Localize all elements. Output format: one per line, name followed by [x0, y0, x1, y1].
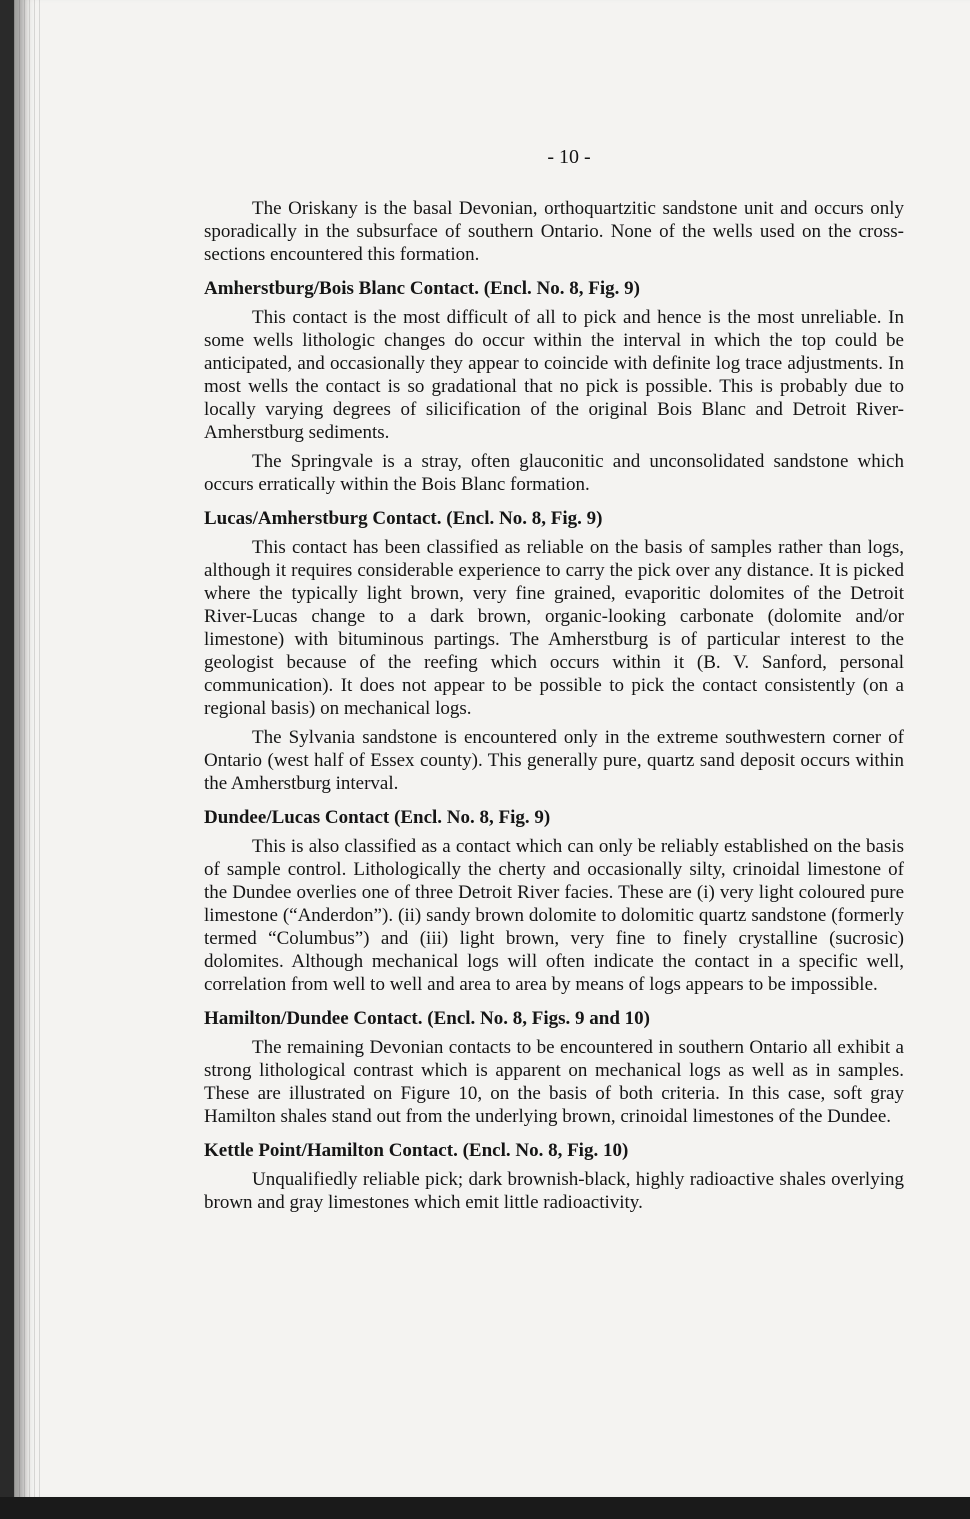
section-heading-amherstburg-bois-blanc: Amherstburg/Bois Blanc Contact. (Encl. No. 8, Fig. 9) — [204, 278, 640, 299]
section-heading-hamilton-dundee: Hamilton/Dundee Contact. (Encl. No. 8, Figs. 9 and 10) — [204, 1008, 650, 1029]
kettle-point-hamilton-paragraph-1: Unqualifiedly reliable pick; dark brownish-black, highly radioactive shales overlying brown and gray limestones which emit little radioactivity. — [204, 1169, 904, 1213]
section-heading-kettle-point-hamilton: Kettle Point/Hamilton Contact. (Encl. No. 8, Fig. 10) — [204, 1140, 629, 1161]
hamilton-dundee-paragraph-1: The remaining Devonian contacts to be encountered in southern Ontario all exhibit a strong lithological contrast which is apparent on mechanical logs as well as in samples. These are illustrated on Figure 10, on the basis of both criteria. In this case, soft gray Hamilton shales stand out from the underlying brown, crinoidal limestones of the Dundee. — [204, 1037, 904, 1127]
lucas-amherstburg-paragraph-2: The Sylvania sandstone is encountered only in the extreme southwestern corner of Ontario (west half of Essex county). This generally pure, quartz sand deposit occurs within the Amherstburg interval. — [204, 727, 904, 794]
lucas-amherstburg-paragraph-1: This contact has been classified as reliable on the basis of samples rather than logs, although it requires considerable experience to carry the pick over any distance. It is picked where the typically light brown, very fine grained, evaporitic dolomites of the Detroit River-Lucas change to a dark brown, organic-looking carbonate (dolomite and/or limestone) with bituminous partings. The Amherstburg is of particular interest to the geologist because of the reefing which occurs within it (B. V. Sanford, personal communication). It does not appear to be possible to pick the contact consistently (on a regional basis) on mechanical logs. — [204, 537, 904, 719]
amherstburg-bois-blanc-paragraph-2: The Springvale is a stray, often glauconitic and unconsolidated sandstone which occurs erratically within the Bois Blanc formation. — [204, 451, 904, 495]
intro-paragraph: The Oriskany is the basal Devonian, orthoquartzitic sandstone unit and occurs only sporadically in the subsurface of southern Ontario. None of the wells used on the cross-sections encountered this formation. — [204, 198, 904, 265]
page-content — [204, 146, 904, 1214]
scan-bottom-border — [0, 1497, 970, 1519]
section-heading-dundee-lucas: Dundee/Lucas Contact (Encl. No. 8, Fig. 9) — [204, 807, 551, 828]
page-number: - 10 - — [547, 146, 591, 168]
dundee-lucas-paragraph-1: This is also classified as a contact which can only be reliably established on the basis of sample control. Lithologically the cherty and occasionally silty, crinoidal limestone of the Dundee overlies one of three Detroit River facies. These are (i) very light coloured pure limestone (“Anderdon”). (ii) sandy brown dolomite to dolomitic quartz sandstone (formerly termed “Columbus”) and (iii) light brown, very fine to finely crystalline (sucrosic) dolomites. Although mechanical logs will often indicate the contact in a specific well, correlation from well to well and area to area by means of logs appears to be impossible. — [204, 836, 904, 995]
section-heading-lucas-amherstburg: Lucas/Amherstburg Contact. (Encl. No. 8, Fig. 9) — [204, 508, 603, 529]
amherstburg-bois-blanc-paragraph-1: This contact is the most difficult of all to pick and hence is the most unreliable. In some wells lithologic changes do occur within the interval in which the top could be anticipated, and occasionally they appear to coincide with definite log trace adjustments. In most wells the contact is so gradational that no pick is possible. This is probably due to locally varying degrees of silicification of the original Bois Blanc and Detroit River-Amherstburg sediments. — [204, 307, 904, 443]
page-edge-stack — [14, 0, 44, 1497]
